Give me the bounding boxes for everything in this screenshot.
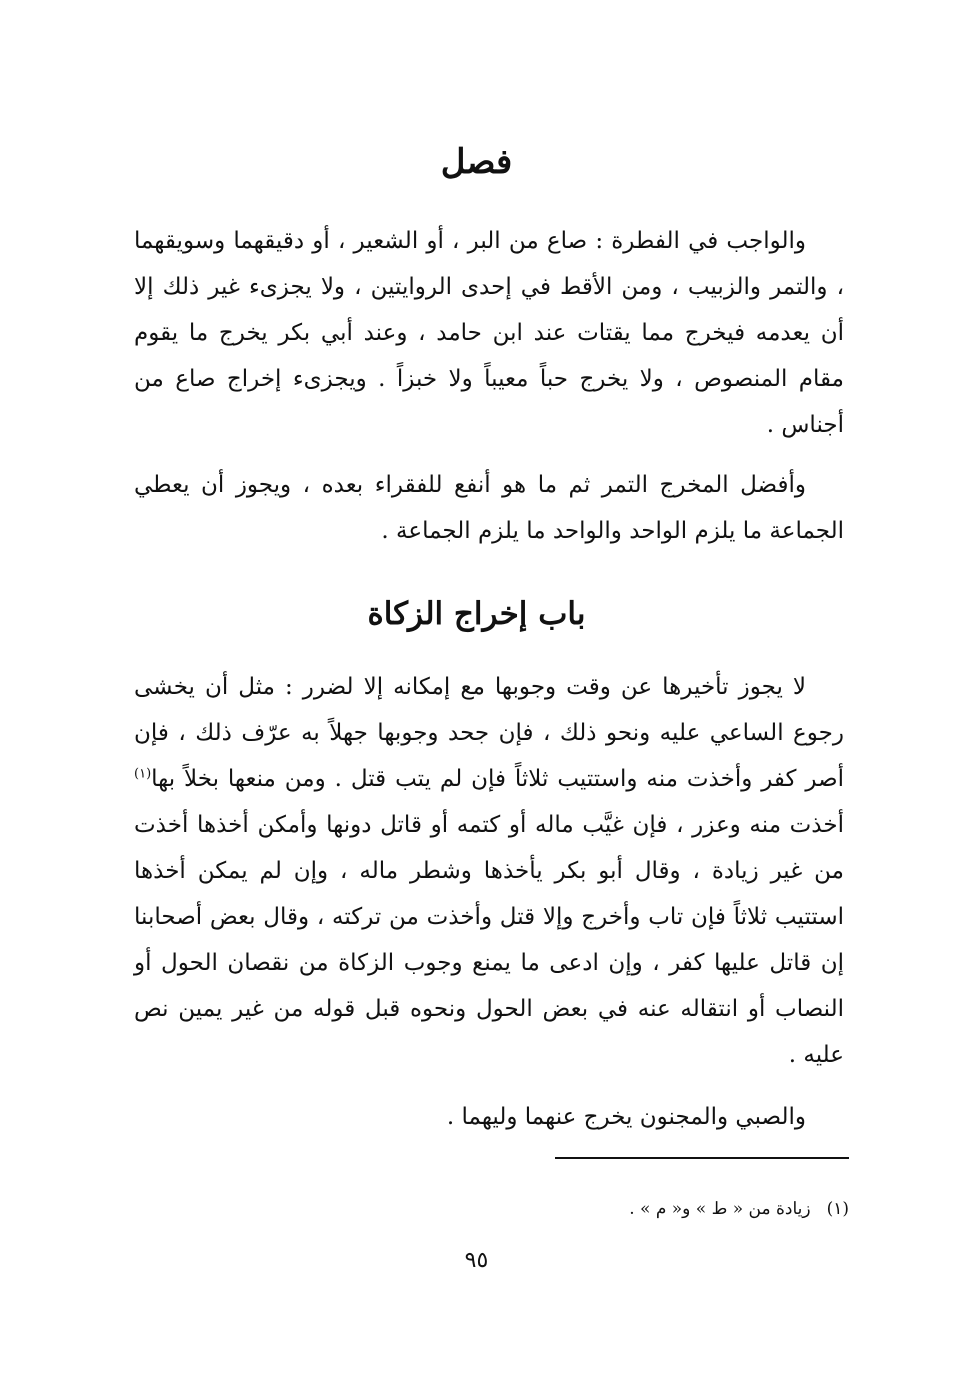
paragraph-text-part: أخذت منه وعزر ، فإن غيَّب ماله أو كتمه أو قاتل دونها وأمكن أخذها أخذت من غير زيادة ، وقال أبو بكر يأخذها وشطر ماله ، وإن لم يمكن أخذها استتيب ثلاثاً فإن تاب وأخرج وإلا قتل وأخذت من تركته ، وقال بعض أصحابنا إن قاتل عليها كفر ، وإن ادعى ما يمنع وجوب الزكاة من نقصان الحول أو النصاب أو انتقاله عنه في بعض الحول ونحوه قبل قوله من غير يمين نص عليه .	[134, 812, 844, 1068]
paragraph-text-part: لا يجوز تأخيرها عن وقت وجوبها مع إمكانه إلا لضرر : مثل أن يخشى رجوع الساعي عليه ونحو ذلك ، فإن جحد وجوبها جهلاً به عرّف ذلك ، فإن أصر كفر وأخذت منه واستتيب ثلاثاً فإن لم يتب قتل . ومن منعها بخلاً بها	[134, 674, 844, 792]
paragraph-child-insane: والصبي والمجنون يخرج عنهما وليهما .	[446, 1104, 806, 1130]
footnote-divider	[555, 1157, 849, 1159]
footnote-marker[interactable]: (١)	[134, 766, 152, 782]
section-heading: فصل	[440, 142, 513, 182]
paragraph-fitra-obligation: والواجب في الفطرة : صاع من البر ، أو الشعير ، أو دقيقهما وسويقهما ، والتمر والزبيب ، ومن الأقط في إحدى الروايتين ، ولا يجزىء غير ذلك إلا أن يعدمه فيخرج مما يقتات عند ابن حامد ، وعند أبي بكر يخرج ما يقوم مقام المنصوص ، ولا يخرج حباً معيباً ولا خبزاً . ويجزىء إخراج صاع من أجناس .	[134, 228, 844, 438]
chapter-heading: باب إخراج الزكاة	[367, 596, 586, 632]
paragraph-zakat-delay	[134, 664, 844, 1078]
footnote-text: زيادة من « ط » و« م » .	[629, 1199, 811, 1219]
page-number: ٩٥	[464, 1248, 489, 1273]
footnote	[520, 1195, 849, 1223]
paragraph-best-payment: وأفضل المخرج التمر ثم ما هو أنفع للفقراء بعده ، ويجوز أن يعطي الجماعة ما يلزم الواحد والواحد ما يلزم الجماعة .	[134, 472, 844, 544]
footnote-number: (١)	[826, 1199, 849, 1219]
